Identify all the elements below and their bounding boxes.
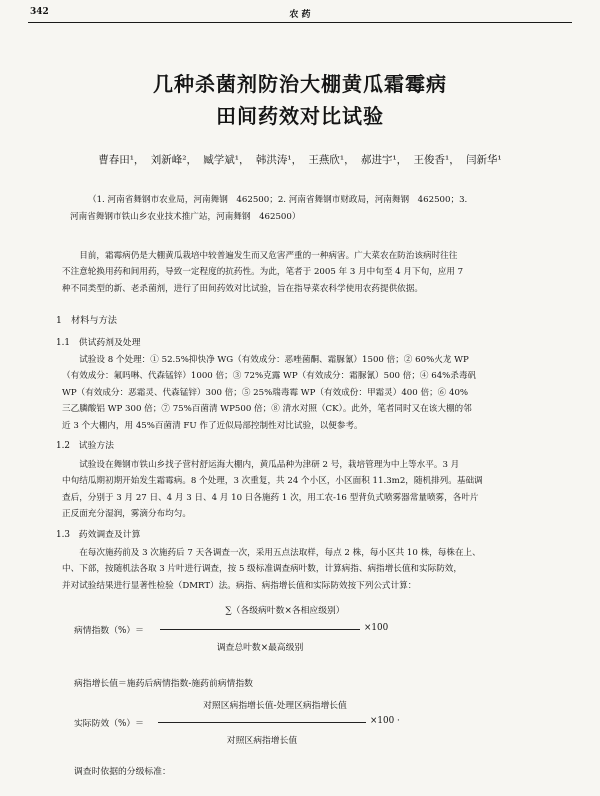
- text-line: 试验设在舞钢市铁山乡找子营村舒运海大棚内，黄瓜品种为津研 2 号，栽培管理为中上等水平。3 月: [79, 460, 460, 470]
- affiliation-line: （1. 河南省舞钢市农业局，河南舞钢 462500；2. 河南省舞钢市财政局，河南舞钢 462500；3.: [88, 195, 468, 205]
- formula-1-numerator: ∑（各级病叶数×各相应级别）: [225, 606, 345, 616]
- text-line: 不注意轮换用药和间用药，导致一定程度的抗药性。为此，笔者于 2005 年 3 月中旬至 4 月下旬，应用 7: [62, 267, 464, 278]
- page-number: 342: [30, 7, 49, 17]
- text-line: 中旬结瓜期初期开始发生霜霉病。8 个处理，3 次重复，共 24 个小区，小区面积 11.3m2，随机排列。基础调: [62, 476, 483, 487]
- text-line: WP（有效成分：恶霜灵、代森锰锌）300 倍；⑤ 25%瑞毒霉 WP（有效成份：甲霜灵）400 倍；⑥ 40%: [62, 387, 469, 398]
- paragraph-1-3: [62, 545, 556, 594]
- subsection-heading: 1.2 试验方法: [56, 441, 114, 451]
- fraction-bar: [160, 629, 360, 630]
- text-line: 目前，霜霉病仍是大棚黄瓜栽培中较普遍发生而又危害严重的一种病害。广大菜农在防治该病时往往: [79, 251, 458, 261]
- section-heading: 1 材料与方法: [56, 315, 117, 326]
- text-line: 在每次施药前及 3 次施药后 7 天各调查一次，采用五点法取样，每点 2 株，每小区共 10 株，每株在上、: [79, 548, 481, 558]
- text-line: 正反面充分湿润，雾滴分布均匀。: [62, 509, 191, 520]
- text-line: 种不同类型的新、老杀菌剂，进行了田间药效对比试验，旨在指导菜农科学使用农药提供依据。: [62, 283, 423, 294]
- formula-1-label: 病情指数（%）＝: [74, 626, 144, 636]
- formula-1-multiplier: ×100: [364, 623, 389, 633]
- formula-1-denominator: 调查总叶数×最高级别: [216, 643, 304, 653]
- formula-increase: 病指增长值＝施药后病情指数-施药前病情指数: [74, 679, 253, 689]
- text-line: （有效成分：氟吗啉、代森锰锌）1000 倍；③ 72%克露 WP（有效成分：霜脲氰）500 倍；④ 64%杀毒矾: [62, 371, 477, 382]
- title-line-2: 田间药效对比试验: [216, 104, 384, 128]
- formula-2-label: 实际防效（%）＝: [74, 719, 144, 729]
- affiliation-line: 河南省舞钢市铁山乡农业技术推广站，河南舞钢 462500）: [70, 212, 301, 222]
- subsection-heading: 1.3 药效调查及计算: [56, 530, 141, 540]
- text-line: 三乙膦酸铝 WP 300 倍；⑦ 75%百菌清 WP500 倍；⑧ 清水对照（CK）。此外，笔者同时又在该大棚的邻: [62, 404, 472, 415]
- paragraph-1-1: [62, 352, 556, 434]
- formula-2-denominator: 对照区病指增长值: [226, 736, 298, 746]
- author-list: 曹春田¹， 刘新峰²， 臧学斌¹， 韩洪涛¹， 王燕欣¹， 郝进宇¹， 王俊香¹， 闫新华¹: [98, 154, 502, 166]
- formula-2-multiplier: ×100 ·: [370, 716, 400, 726]
- text-line: 近 3 个大棚内，用 45%百菌清 FU 作了近似局部控制性对比试验，以便参考。: [62, 420, 363, 431]
- subsection-heading: 1.1 供试药剂及处理: [56, 338, 141, 348]
- text-line: 并对试验结果进行显著性检验（DMRT）法。病指、病指增长值和实际防效按下列公式计算：: [62, 580, 417, 591]
- intro-paragraph: [62, 248, 556, 297]
- running-header: [28, 6, 572, 23]
- journal-name: 农 药: [289, 10, 311, 20]
- text-line: 查后，分别于 3 月 27 日、4 月 3 日、4 月 10 日各施药 1 次，用工农-16 型背负式喷雾器常量喷雾，各叶片: [62, 492, 479, 503]
- text-line: 中、下部，按随机法各取 3 片叶进行调查，按 5 级标准调查病叶数，计算病指、病指增长值和实际防效，: [62, 564, 462, 575]
- paragraph-1-2: [62, 457, 556, 523]
- fraction-bar: [158, 722, 366, 723]
- title-line-1: 几种杀菌剂防治大棚黄瓜霜霉病: [153, 72, 447, 96]
- formula-2-numerator: 对照区病指增长值-处理区病指增长值: [203, 701, 347, 711]
- text-line: 试验设 8 个处理：① 52.5%抑快净 WG（有效成分：恶唑菌酮、霜脲氰）1500 倍；② 60%火龙 WP: [79, 355, 469, 365]
- grading-standard-lead: 调查时依据的分级标准：: [74, 767, 171, 777]
- affiliations: [70, 192, 560, 226]
